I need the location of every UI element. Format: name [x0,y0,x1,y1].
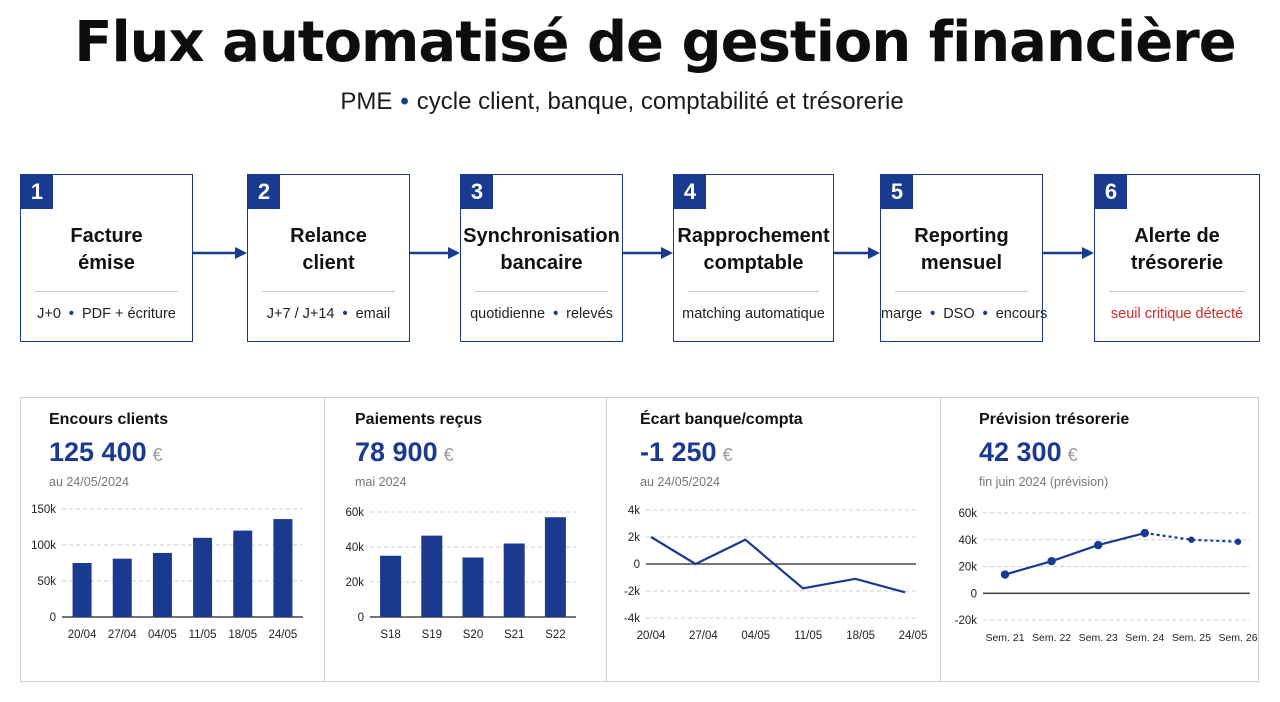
panel-note: fin juin 2024 (prévision) [979,475,1109,489]
y-tick-label: 20k [345,577,364,589]
series-line [651,537,905,592]
data-point [1188,537,1194,543]
y-tick-label: 0 [970,588,977,601]
x-tick-label: 18/05 [846,630,875,642]
data-point [1047,557,1055,565]
step-label: Rapprochement comptable [677,225,830,274]
bar [153,553,172,617]
subtitle-separator: • [400,88,409,115]
data-point [1001,570,1009,578]
bar [193,538,212,617]
data-point [1142,530,1148,536]
step-meta: matching automatique [682,306,825,322]
step-meta: J+0 • PDF + écriture [37,306,176,322]
flow-arrow-2-3 [410,243,460,263]
step-number: 3 [461,175,493,209]
step-number: 2 [248,175,280,209]
x-tick-label: 04/05 [741,630,771,642]
step-meta: marge • DSO • encours [881,306,1048,322]
panel-value: -1 250 € [640,437,733,467]
y-tick-label: 100k [31,540,56,552]
step-alerte-tresorerie [1094,174,1260,342]
x-tick-label: Sem. 24 [1125,632,1165,644]
data-point [1235,539,1241,545]
y-tick-label: 0 [357,612,364,624]
y-tick-label: 4k [627,505,640,517]
x-tick-label: Sem. 23 [1078,632,1118,644]
subtitle-scope: PME [340,88,393,115]
step-label: Synchronisation bancaire [463,225,620,274]
step-divider [475,291,608,292]
y-tick-label: -20k [954,615,977,627]
step-synchronisation-bancaire [460,174,623,342]
x-tick-label: Sem. 21 [985,632,1025,644]
bar [504,544,525,618]
x-tick-label: S20 [462,629,484,641]
flow-arrow-3-4 [623,243,673,263]
step-divider [35,291,178,292]
bar [73,563,92,617]
chart-encours-clients [20,397,324,682]
panel-value: 78 900 € [355,437,454,467]
flow-arrow-5-6 [1043,243,1094,263]
page-subtitle [0,88,1244,116]
step-relance-client [247,174,410,342]
step-facture-emise [20,174,193,342]
x-tick-label: S18 [380,629,401,641]
x-tick-label: 20/04 [636,630,666,642]
chart-ecart-banque-compta [606,397,940,682]
x-tick-label: S19 [421,629,443,641]
panel-title: Écart banque/compta [640,411,803,428]
y-tick-label: -2k [624,586,640,598]
y-tick-label: 40k [345,542,364,554]
subtitle-description: cycle client, banque, comptabilité et trésorerie [416,88,904,115]
step-number: 6 [1095,175,1127,209]
panel-title: Prévision trésorerie [979,411,1130,428]
x-tick-label: Sem. 25 [1171,632,1211,644]
step-meta: J+7 / J+14 • email [266,306,391,322]
step-divider [1109,291,1245,292]
bar [273,519,292,617]
x-tick-label: 24/05 [898,630,928,642]
step-label: Alerte de trésorerie [1130,225,1224,274]
y-tick-label: 150k [31,504,56,516]
bar [421,536,442,617]
y-tick-label: 60k [958,508,977,520]
y-tick-label: 0 [49,612,56,624]
step-label: Relance client [290,225,367,274]
panel-value: 125 400 € [49,437,163,467]
flow-arrow-4-5 [834,243,880,263]
bar [233,531,252,617]
panel-prevision-tresorerie [940,397,1259,682]
step-number: 1 [21,175,53,209]
x-tick-label: 18/05 [228,629,258,641]
x-tick-label: S21 [503,629,525,641]
x-tick-label: 11/05 [188,629,217,641]
step-meta: quotidienne • relevés [470,306,613,322]
x-tick-label: 27/04 [107,629,137,641]
y-tick-label: 20k [958,561,977,574]
x-tick-label: Sem. 22 [1032,632,1072,644]
panel-title: Paiements reçus [355,411,483,428]
y-tick-label: 0 [633,559,640,571]
chart-prevision-tresorerie [940,397,1259,682]
flow-arrow-1-2 [193,243,247,263]
x-tick-label: 24/05 [268,629,298,641]
chart-paiements-recus [324,397,606,682]
step-number: 4 [674,175,706,209]
bar [463,558,484,618]
y-tick-label: -4k [624,613,640,625]
x-tick-label: 27/04 [689,630,718,642]
y-tick-label: 40k [958,534,977,547]
step-label: Facture émise [70,225,143,274]
panel-title: Encours clients [49,411,169,428]
step-divider [262,291,395,292]
x-tick-label: 11/05 [794,630,823,642]
panel-note: mai 2024 [355,475,407,489]
step-reporting-mensuel [880,174,1048,342]
y-tick-label: 50k [37,576,56,588]
step-rapprochement-comptable [673,174,834,342]
bar [380,556,401,617]
data-point [1094,541,1102,549]
x-tick-label: Sem. 26 [1218,632,1258,644]
bar [545,517,566,617]
step-label: Reporting mensuel [914,225,1009,274]
step-divider [895,291,1028,292]
step-divider [688,291,819,292]
panel-note: au 24/05/2024 [49,475,129,489]
panel-encours-clients [20,397,324,682]
y-tick-label: 2k [627,532,640,544]
step-number: 5 [881,175,913,209]
x-tick-label: S22 [545,629,566,641]
page-title: Flux automatisé de gestion financière [74,10,1236,75]
step-meta-alert: seuil critique détecté [1110,306,1244,322]
bar [113,559,132,617]
panel-value: 42 300 € [979,437,1078,467]
y-tick-label: 60k [345,507,364,519]
panel-ecart-banque-compta [606,397,940,682]
panel-paiements-recus [324,397,606,682]
x-tick-label: 04/05 [148,629,177,641]
panel-note: au 24/05/2024 [640,475,720,489]
x-tick-label: 20/04 [67,629,97,641]
